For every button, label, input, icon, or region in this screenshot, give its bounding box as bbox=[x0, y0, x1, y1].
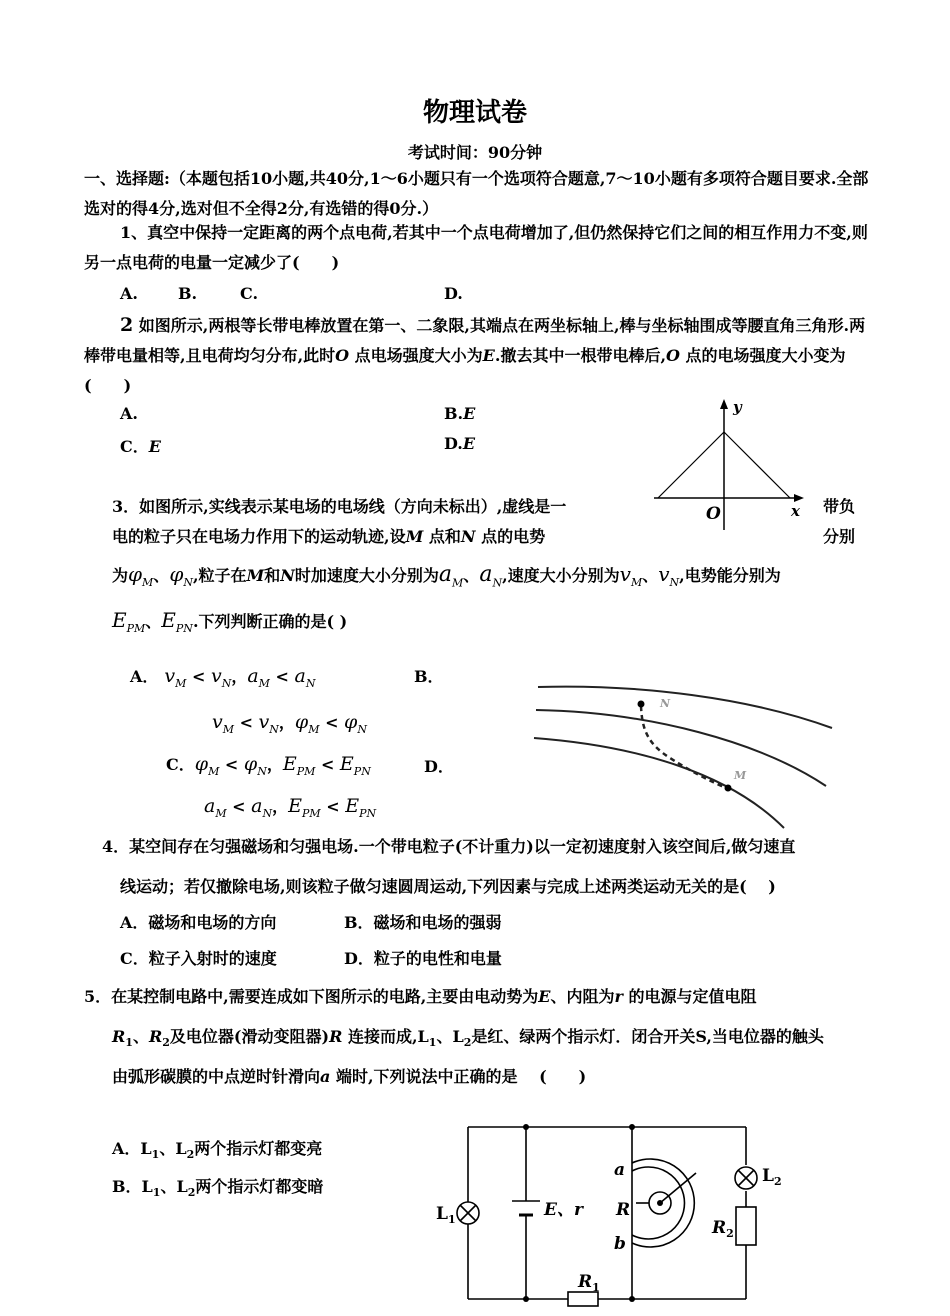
origin-label: O bbox=[706, 504, 721, 524]
section-intro: 一、选择题:（本题包括10小题,共40分,1～6小题只有一个选项符合题意,7～10小题有多项符合题目要求.全部选对的得4分,选对但不全得2分,有选错的得0分.） bbox=[84, 169, 869, 218]
potentiometer-label: R bbox=[616, 1200, 631, 1220]
q3-line-2-tail: 分别 bbox=[823, 527, 856, 546]
q5-option-b: B．$L_1$、$L_2$两个指示灯都变暗 bbox=[112, 1177, 324, 1200]
q4-option-c: C．粒子入射时的速度 bbox=[120, 949, 277, 968]
q4-option-b: B．磁场和电场的强弱 bbox=[344, 913, 502, 932]
lamp-l1-label: $L_1$ bbox=[436, 1204, 456, 1226]
q2-number: 2 bbox=[120, 314, 134, 336]
q1-option-a: A. bbox=[120, 284, 138, 303]
q3-option-a: A． $v_M < v_N$，$a_M < a_N$ bbox=[130, 665, 316, 690]
x-axis-label: x bbox=[791, 502, 800, 520]
q5-circuit-figure bbox=[430, 1115, 790, 1310]
q3-line-1-tail: 带负 bbox=[823, 497, 856, 516]
q4-option-d: D．粒子的电性和电量 bbox=[344, 949, 502, 968]
q3-line-4: $E_{PM}$、$E_{PN}$.下列判断正确的是( ) bbox=[112, 608, 348, 635]
lamp-l2-label: $L_2$ bbox=[762, 1166, 782, 1188]
resistor-r2-label: $R_2$ bbox=[712, 1218, 734, 1240]
question-1-stem: 1、真空中保持一定距离的两个点电荷,若其中一个点电荷增加了,但仍然保持它们之间的相互作用力不变,则另一点电荷的电量一定减少了( ) bbox=[84, 223, 868, 272]
q1-option-c: C. bbox=[240, 284, 259, 303]
q5-stem-line-1: 5．在某控制电路中,需要连成如下图所示的电路,主要由电动势为E、内阻为r 的电源与定值电阻 bbox=[84, 987, 757, 1006]
q3-line-2: 电的粒子只在电场力作用下的运动轨迹,设M 点和N 点的电势 bbox=[112, 527, 546, 546]
terminal-a-label: a bbox=[614, 1160, 626, 1180]
terminal-b-label: b bbox=[614, 1234, 626, 1254]
exam-time: 考试时间：90分钟 bbox=[407, 143, 543, 162]
q3-option-c: C．$\varphi_M < \varphi_N$，$E_{PM} < E_{PN}$ bbox=[166, 753, 371, 778]
q3-line-1: 3．如图所示,实线表示某电场的电场线（方向未标出）,虚线是一 bbox=[112, 497, 567, 516]
q2-option-b: B.E bbox=[444, 404, 476, 423]
q3-line-3: 为$\varphi_M$、$\varphi_N$,粒子在M和N时加速度大小分别为$a_M$、$a_N$,速度大小分别为$v_M$、$v_N$,电势能分别为 bbox=[112, 562, 781, 590]
q2-option-c: C．E bbox=[120, 437, 161, 456]
resistor-r1-label: $R_1$ bbox=[578, 1272, 600, 1294]
q3-field-lines-figure bbox=[530, 680, 840, 830]
q1-option-b: B. bbox=[178, 284, 198, 303]
q5-stem-line-2: $R_1$、$R_2$及电位器(滑动变阻器)R 连接而成$,L_1$、$L_2$是红、绿两个指示灯．闭合开关S,当电位器的触头 bbox=[112, 1027, 824, 1050]
q5-option-a: A．$L_1$、$L_2$两个指示灯都变亮 bbox=[112, 1139, 323, 1162]
q3-option-d: $a_M < a_N$，$E_{PM} < E_{PN}$ bbox=[204, 795, 377, 820]
question-2-stem: 2 如图所示,两根等长带电棒放置在第一、二象限,其端点在两坐标轴上,棒与坐标轴围成等腰直角三角形.两棒带电量相等,且电荷均匀分布,此时O 点电场强度大小为E.撤去其中一根带电棒后,O 点的电场强度大小变为( ) bbox=[84, 314, 866, 395]
q3-option-d-label: D． bbox=[424, 757, 454, 776]
page-title: 物理试卷 bbox=[422, 98, 527, 128]
q2-option-a: A. bbox=[120, 404, 138, 423]
q2-axes-figure bbox=[640, 395, 810, 535]
point-label-upper: N bbox=[660, 697, 671, 710]
y-axis-label: y bbox=[733, 398, 742, 416]
q4-option-a: A．磁场和电场的方向 bbox=[120, 913, 277, 932]
q3-option-b: $v_M < v_N$，$\varphi_M < \varphi_N$ bbox=[212, 711, 367, 736]
point-label-lower: M bbox=[734, 769, 747, 782]
q3-option-b-label: B． bbox=[414, 667, 444, 686]
q5-stem-line-3: 由弧形碳膜的中点逆时针滑向a 端时,下列说法中正确的是 ( ) bbox=[112, 1067, 587, 1086]
q2-option-d: D.E bbox=[444, 434, 476, 453]
q4-stem-line-1: 4．某空间存在匀强磁场和匀强电场.一个带电粒子(不计重力)以一定初速度射入该空间后,做匀速直 bbox=[102, 837, 796, 856]
q4-stem-line-2: 线运动；若仅撤除电场,则该粒子做匀速圆周运动,下列因素与完成上述两类运动无关的是( ) bbox=[120, 877, 776, 896]
q1-option-d: D. bbox=[444, 284, 463, 303]
source-label: E、r bbox=[544, 1200, 583, 1220]
